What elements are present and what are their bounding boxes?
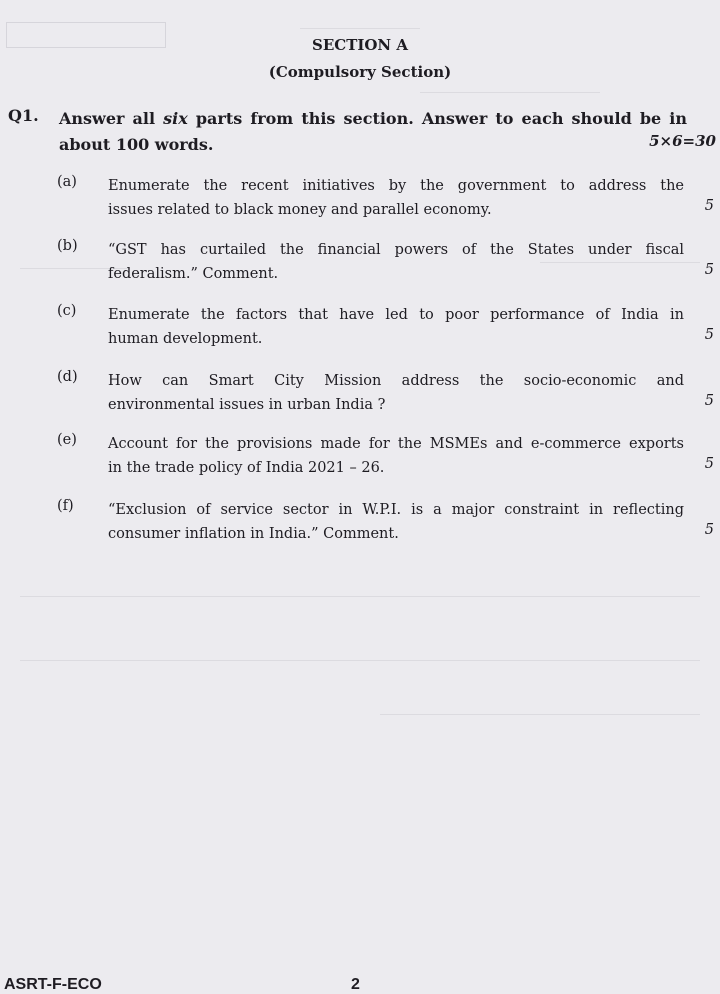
instruction-text: parts from this section. Answer to each should be in: [187, 109, 688, 128]
bleed-through-line: [20, 596, 700, 597]
part-text: [108, 369, 684, 417]
part-text-line: issues related to black money and parallel economy.: [108, 202, 492, 218]
part-text: [108, 432, 684, 480]
part-text-line: environmental issues in urban India ?: [108, 397, 386, 413]
part-label: (f): [57, 498, 74, 514]
question-instruction: [59, 106, 687, 158]
part-text: [108, 174, 684, 222]
bleed-through-line: [300, 28, 420, 29]
part-text-line: How can Smart City Mission address the socio-economic and: [108, 373, 684, 389]
part-text-line: “GST has curtailed the financial powers of the States under fiscal: [108, 242, 684, 258]
part-label: (e): [57, 432, 77, 448]
part-marks: 5: [704, 456, 714, 472]
part-text-line: Account for the provisions made for the MSMEs and e-commerce exports: [108, 436, 684, 452]
bleed-through-line: [380, 714, 700, 715]
part-marks: 5: [704, 198, 714, 214]
section-subtitle: (Compulsory Section): [268, 63, 452, 81]
instruction-text: Answer all: [59, 109, 164, 128]
part-label: (b): [57, 238, 78, 254]
part-text-line: “Exclusion of service sector in W.P.I. is a major constraint in reflecting: [108, 502, 684, 518]
part-marks: 5: [704, 262, 714, 278]
part-label: (a): [57, 174, 77, 190]
section-title: SECTION A: [311, 36, 409, 54]
part-text-line: human development.: [108, 331, 263, 347]
part-label: (c): [57, 303, 77, 319]
question-instruction-line2: about 100 words.: [59, 135, 214, 154]
instruction-emphasis: six: [163, 109, 188, 128]
question-instruction-line1: [59, 106, 687, 132]
bleed-through-line: [420, 92, 600, 93]
part-label: (d): [57, 369, 78, 385]
part-marks: 5: [704, 393, 714, 409]
part-marks: 5: [704, 522, 714, 538]
part-text-line: federalism.” Comment.: [108, 266, 279, 282]
question-total-marks: 5×6=30: [649, 132, 716, 150]
paper-code: ASRT-F-ECO: [4, 976, 102, 993]
part-text-line: Enumerate the factors that have led to poor performance of India in: [108, 307, 684, 323]
part-text: [108, 303, 684, 351]
part-text: [108, 498, 684, 546]
part-text: [108, 238, 684, 286]
bleed-through-line: [20, 660, 700, 661]
part-text-line: in the trade policy of India 2021 – 26.: [108, 460, 385, 476]
page-number: 2: [351, 976, 360, 993]
part-marks: 5: [704, 327, 714, 343]
part-text-line: Enumerate the recent initiatives by the government to address the: [108, 178, 684, 194]
part-text-line: consumer inflation in India.” Comment.: [108, 526, 399, 542]
question-number: Q1.: [8, 106, 39, 125]
